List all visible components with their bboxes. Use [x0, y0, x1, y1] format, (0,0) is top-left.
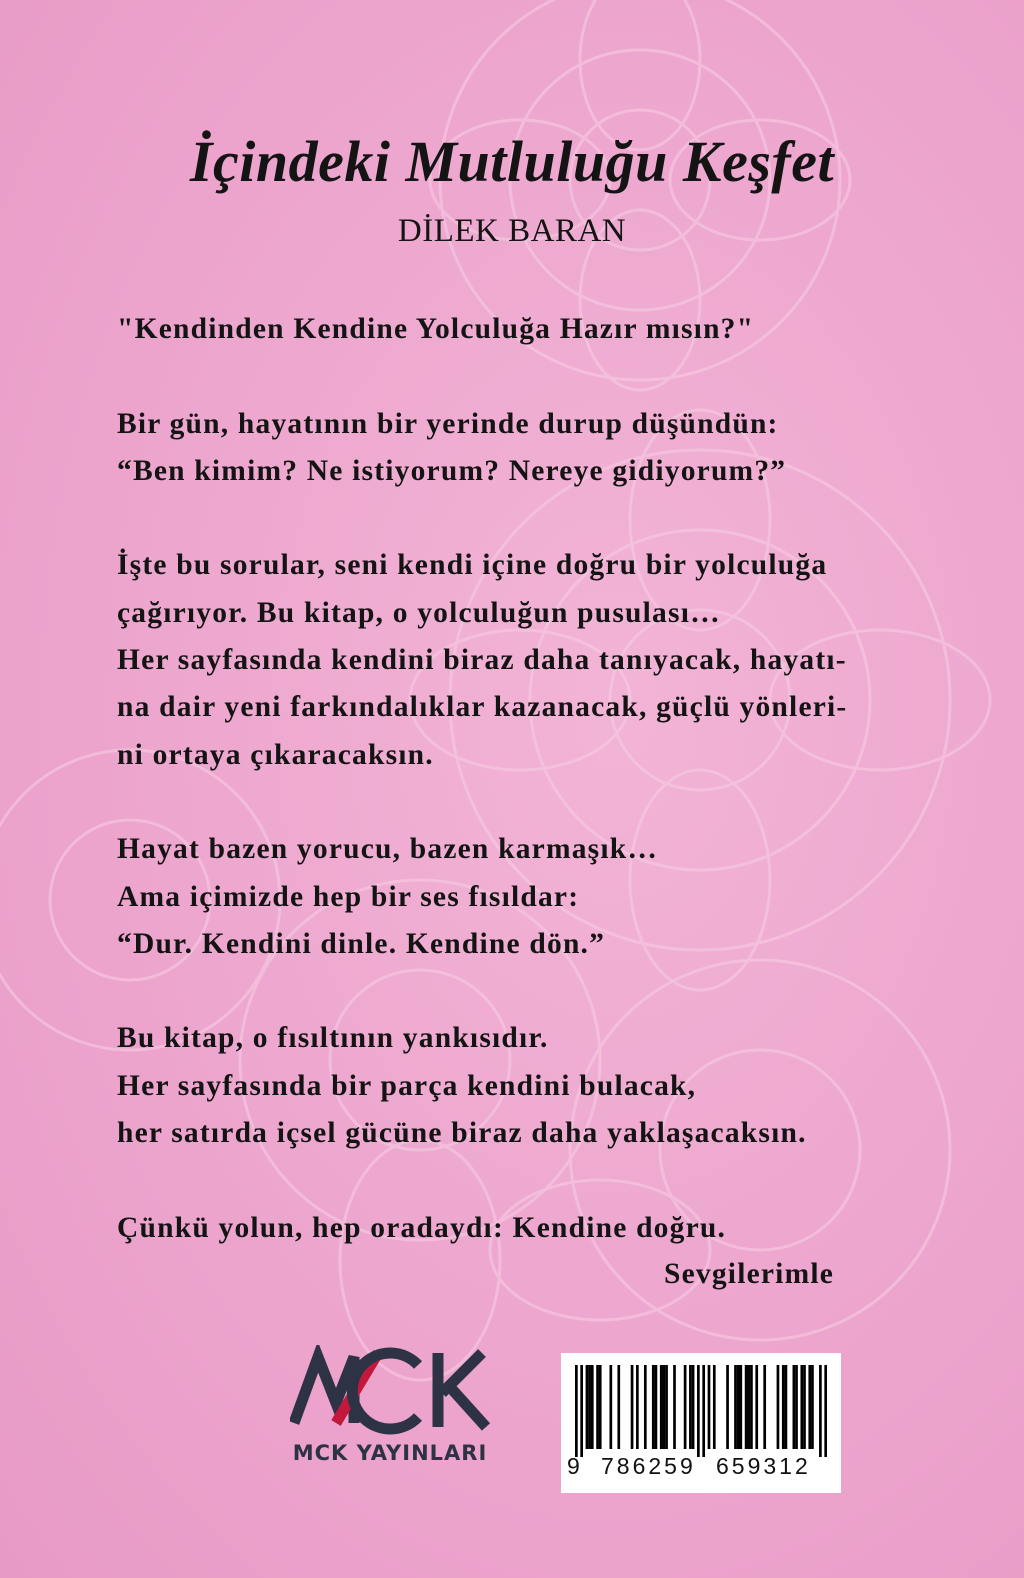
barcode-bar — [586, 1365, 589, 1449]
blurb-line: Bir gün, hayatının bir yerinde durup düşündün: — [117, 407, 779, 440]
blurb-line: Bu kitap, o fısıltının yankısıdır. — [117, 1022, 549, 1055]
back-cover-blurb — [117, 306, 917, 1252]
author-name: DİLEK BARAN — [397, 213, 627, 249]
barcode-bar — [692, 1365, 695, 1449]
barcode-bar — [580, 1365, 583, 1457]
barcode-bar — [739, 1365, 742, 1449]
isbn-lead-digit: 9 — [567, 1453, 580, 1479]
barcode-bar — [734, 1365, 737, 1449]
barcode-bar — [763, 1365, 766, 1449]
blurb-line: Hayat bazen yorucu, bazen karmaşık… — [117, 833, 659, 866]
signature: Sevgilerimle — [664, 1258, 835, 1290]
blurb-line: her satırda içsel gücüne biraz daha yaklaşacaksın. — [117, 1117, 807, 1150]
barcode-bars — [575, 1365, 827, 1457]
blurb-spacer — [117, 495, 917, 542]
barcode-bar — [599, 1365, 602, 1449]
isbn-group-1: 786259 — [601, 1453, 696, 1479]
barcode-bar — [697, 1365, 700, 1457]
barcode-bar — [591, 1365, 594, 1449]
barcode-bar — [713, 1365, 716, 1449]
barcode-bar — [689, 1365, 692, 1449]
barcode-bar — [617, 1365, 620, 1449]
barcode-bar — [665, 1365, 668, 1449]
barcode-bar — [808, 1365, 811, 1449]
barcode-bar — [726, 1365, 729, 1449]
barcode-bar — [782, 1365, 785, 1449]
barcode-bar — [609, 1365, 612, 1449]
mck-logo-icon — [290, 1345, 490, 1440]
barcode-bar — [652, 1365, 655, 1449]
barcode-bar — [684, 1365, 687, 1449]
barcode-bar — [663, 1365, 666, 1449]
barcode-bar — [737, 1365, 740, 1449]
barcode-bar — [777, 1365, 780, 1449]
book-title: İçindeki Mutluluğu Keşfet — [189, 129, 835, 194]
blurb-line: Ama içimizde hep bir ses fısıldar: — [117, 880, 580, 913]
blurb-spacer — [117, 353, 917, 400]
barcode-bar — [824, 1365, 827, 1457]
barcode-bar — [745, 1365, 748, 1449]
barcode-bar — [575, 1365, 578, 1457]
blurb-spacer — [117, 779, 917, 826]
barcode-bar — [644, 1365, 647, 1449]
blurb-line: "Kendinden Kendine Yolculuğa Hazır mısın?" — [117, 313, 755, 345]
barcode-bar — [702, 1365, 705, 1457]
barcode-bar — [750, 1365, 753, 1449]
barcode-bar — [673, 1365, 676, 1449]
blurb-line: ni ortaya çıkaracaksın. — [117, 738, 434, 771]
blurb-line: çağırıyor. Bu kitap, o yolculuğun pusulası… — [117, 596, 721, 629]
barcode-bar — [747, 1365, 750, 1449]
blurb-line: “Ben kimim? Ne istiyorum? Nereye gidiyorum?” — [117, 454, 787, 487]
barcode-bar — [795, 1365, 798, 1449]
blurb-line: “Dur. Kendini dinle. Kendine dön.” — [117, 927, 606, 960]
barcode-bar — [785, 1365, 788, 1449]
barcode-bar — [588, 1365, 591, 1449]
barcode-bar — [793, 1365, 796, 1449]
isbn-barcode — [561, 1353, 841, 1493]
barcode-bar — [819, 1365, 822, 1457]
blurb-line: Her sayfasında bir parça kendini bulacak, — [117, 1069, 697, 1102]
blurb-spacer — [117, 968, 917, 1015]
blurb-line: Her sayfasında kendini biraz daha tanıyacak, hayatı- — [117, 644, 847, 677]
isbn-group-2: 659312 — [716, 1453, 811, 1479]
barcode-bar — [803, 1365, 806, 1449]
blurb-line: na dair yeni farkındalıklar kazanacak, güçlü yönleri- — [117, 691, 848, 724]
barcode-bar — [708, 1365, 711, 1449]
publisher-logo — [290, 1345, 500, 1475]
barcode-bar — [631, 1365, 634, 1449]
blurb-line: İşte bu sorular, seni kendi içine doğru bir yolculuğa — [117, 549, 828, 582]
blurb-spacer — [117, 1157, 917, 1204]
barcode-bar — [800, 1365, 803, 1449]
barcode-bar — [755, 1365, 758, 1449]
barcode-bar — [636, 1365, 639, 1449]
barcode-bar — [811, 1365, 814, 1449]
barcode-bar — [660, 1365, 663, 1449]
barcode-bar — [596, 1365, 599, 1449]
blurb-line: Çünkü yolun, hep oradaydı: Kendine doğru. — [117, 1211, 727, 1244]
publisher-name: MCK YAYINLARI — [292, 1441, 488, 1465]
barcode-bar — [655, 1365, 658, 1449]
